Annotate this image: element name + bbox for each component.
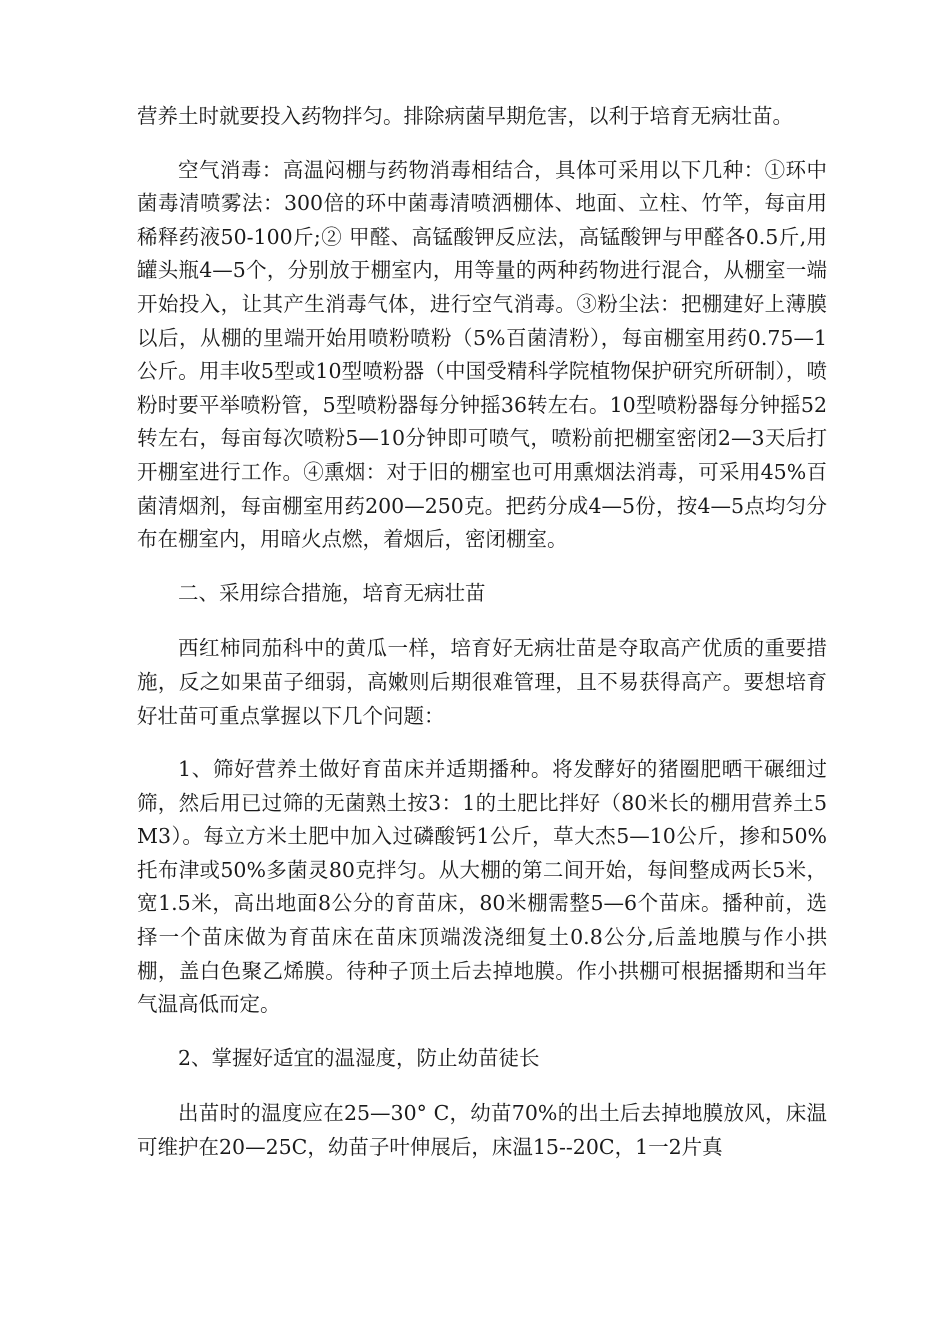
paragraph-continuation: 营养土时就要投入药物拌匀。排除病菌早期危害，以利于培育无病壮苗。: [137, 104, 793, 128]
subheading-temperature: 2、掌握好适宜的温湿度，防止幼苗徒长: [178, 1045, 540, 1070]
paragraph-air-disinfection: 空气消毒：高温闷棚与药物消毒相结合，具体可采用以下几种：①环中菌毒清喷雾法：300倍的环中菌毒清喷洒棚体、地面、立柱、竹竿，每亩用稀释药液50-100斤;② 甲醛、高锰酸钾反应法，高锰酸钾与甲醛各0.5斤,用罐头瓶4—5个，分别放于棚室内，用等量的两种药物进行混合，从棚室一端开始投入，让其产生消毒气体，进行空气消毒。③粉尘法：把棚建好上薄膜以后，从棚的里端开始用喷粉喷粉（5%百菌清粉），每亩棚室用药0.75—1公斤。用丰收5型或10型喷粉器（中国受精科学院植物保护研究所研制），喷粉时要平举喷粉管，5型喷粉器每分钟摇36转左右。10型喷粉器每分钟摇52转左右，每亩每次喷粉5—10分钟即可喷气，喷粉前把棚室密闭2—3天后打开棚室进行工作。④熏烟：对于旧的棚室也可用熏烟法消毒，可采用45%百菌清烟剂，每亩棚室用药200—250克。把药分成4—5份，按4—5点均匀分布在棚室内，用暗火点燃，着烟后，密闭棚室。: [137, 157, 827, 552]
paragraph-temperature: 出苗时的温度应在25—30° C，幼苗70%的出土后去掉地膜放风，床温可维护在20—25C，幼苗子叶伸展后，床温15--20C，1一2片真: [137, 1101, 827, 1160]
section-heading: 二、采用综合措施，培育无病壮苗: [178, 580, 486, 605]
document-body: [137, 100, 827, 1185]
paragraph-nutrient-soil: 1、筛好营养土做好育苗床并适期播种。将发酵好的猪圈肥晒干碾细过筛，然后用已过筛的无菌熟土按3：1的土肥比拌好（80米长的棚用营养土5M3）。每立方米土肥中加入过磷酸钙1公斤，草大杰5—10公斤，掺和50%托布津或50%多菌灵80克拌匀。从大棚的第二间开始，每间整成两长5米，宽1.5米，高出地面8公分的育苗床，80米棚需整5—6个苗床。播种前，选择一个苗床做为育苗床在苗床顶端泼浇细复土0.8公分,后盖地膜与作小拱棚，盖白色聚乙烯膜。待种子顶土后去掉地膜。作小拱棚可根据播期和当年气温高低而定。: [137, 757, 827, 1017]
paragraph-intro: 西红柿同茄科中的黄瓜一样，培育好无病壮苗是夺取高产优质的重要措施，反之如果苗子细弱，高嫩则后期很难管理，且不易获得高产。要想培育好壮苗可重点掌握以下几个问题：: [137, 636, 827, 728]
